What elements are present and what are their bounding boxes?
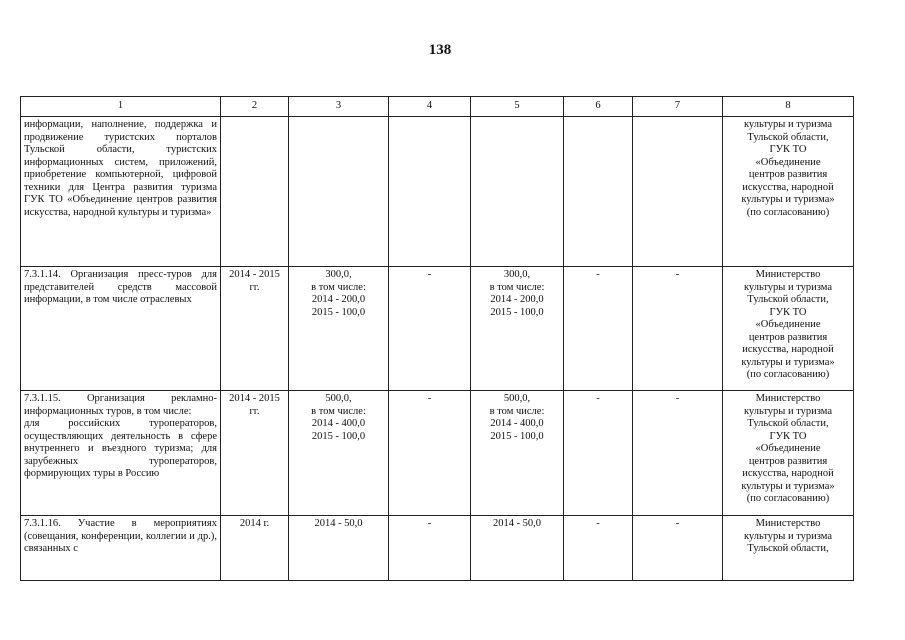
total-funding-cell: 500,0, в том числе: 2014 - 400,0 2015 - 100,0	[289, 391, 389, 516]
table-row	[21, 267, 854, 391]
other-funding-cell: -	[633, 267, 723, 391]
period-cell: 2014 - 2015 гг.	[221, 267, 289, 391]
column-header-8: 8	[723, 97, 854, 117]
measure-description: 7.3.1.16. Участие в мероприятиях (совещания, конференции, коллегии и др.), связанных с	[21, 516, 221, 581]
total-funding-cell: 2014 - 50,0	[289, 516, 389, 581]
regional-funding-cell	[471, 117, 564, 267]
other-funding-cell: -	[633, 391, 723, 516]
municipal-funding-cell: -	[564, 516, 633, 581]
municipal-funding-cell: -	[564, 391, 633, 516]
other-funding-cell: -	[633, 516, 723, 581]
responsible-executor-cell: Министерство культуры и туризма Тульской области, ГУК ТО «Объединение центров развития искусства, народной культуры и туризма» (по согласованию)	[723, 391, 854, 516]
responsible-executor-cell: Министерство культуры и туризма Тульской области,	[723, 516, 854, 581]
measure-description: 7.3.1.14. Организация пресс-туров для представителей средств массовой информации, в том числе отраслевых	[21, 267, 221, 391]
municipal-funding-cell: -	[564, 267, 633, 391]
regional-funding-cell: 2014 - 50,0	[471, 516, 564, 581]
federal-funding-cell: -	[389, 391, 471, 516]
period-cell	[221, 117, 289, 267]
column-header-2: 2	[221, 97, 289, 117]
header-row	[21, 97, 854, 117]
regional-funding-cell: 500,0, в том числе: 2014 - 400,0 2015 - 100,0	[471, 391, 564, 516]
table-row	[21, 117, 854, 267]
plan-table	[20, 96, 854, 581]
column-header-6: 6	[564, 97, 633, 117]
column-header-5: 5	[471, 97, 564, 117]
column-header-4: 4	[389, 97, 471, 117]
federal-funding-cell	[389, 117, 471, 267]
measure-description: информации, наполнение, поддержка и продвижение туристских порталов Тульской области, туристских информационных систем, приложений, приобретение компьютерной, цифровой техники для Центра развития туризма ГУК ТО «Объединение центров развития искусства, народной культуры и туризма»	[21, 117, 221, 267]
total-funding-cell	[289, 117, 389, 267]
table-row	[21, 516, 854, 581]
other-funding-cell	[633, 117, 723, 267]
responsible-executor-cell: культуры и туризма Тульской области, ГУК ТО «Объединение центров развития искусства, народной культуры и туризма» (по согласованию)	[723, 117, 854, 267]
column-header-7: 7	[633, 97, 723, 117]
period-cell: 2014 - 2015 гг.	[221, 391, 289, 516]
measure-description: 7.3.1.15. Организация рекламно-информационных туров, в том числе: для российских туроператоров, осуществляющих деятельность в сфере внутреннего и въездного туризма; для зарубежных туроператоров, формирующих туры в Россию	[21, 391, 221, 516]
municipal-funding-cell	[564, 117, 633, 267]
federal-funding-cell: -	[389, 267, 471, 391]
column-header-1: 1	[21, 97, 221, 117]
responsible-executor-cell: Министерство культуры и туризма Тульской области, ГУК ТО «Объединение центров развития искусства, народной культуры и туризма» (по согласованию)	[723, 267, 854, 391]
regional-funding-cell: 300,0, в том числе: 2014 - 200,0 2015 - 100,0	[471, 267, 564, 391]
table-row	[21, 391, 854, 516]
page-number: 138	[428, 42, 452, 58]
period-cell: 2014 г.	[221, 516, 289, 581]
federal-funding-cell: -	[389, 516, 471, 581]
column-header-3: 3	[289, 97, 389, 117]
total-funding-cell: 300,0, в том числе: 2014 - 200,0 2015 - 100,0	[289, 267, 389, 391]
